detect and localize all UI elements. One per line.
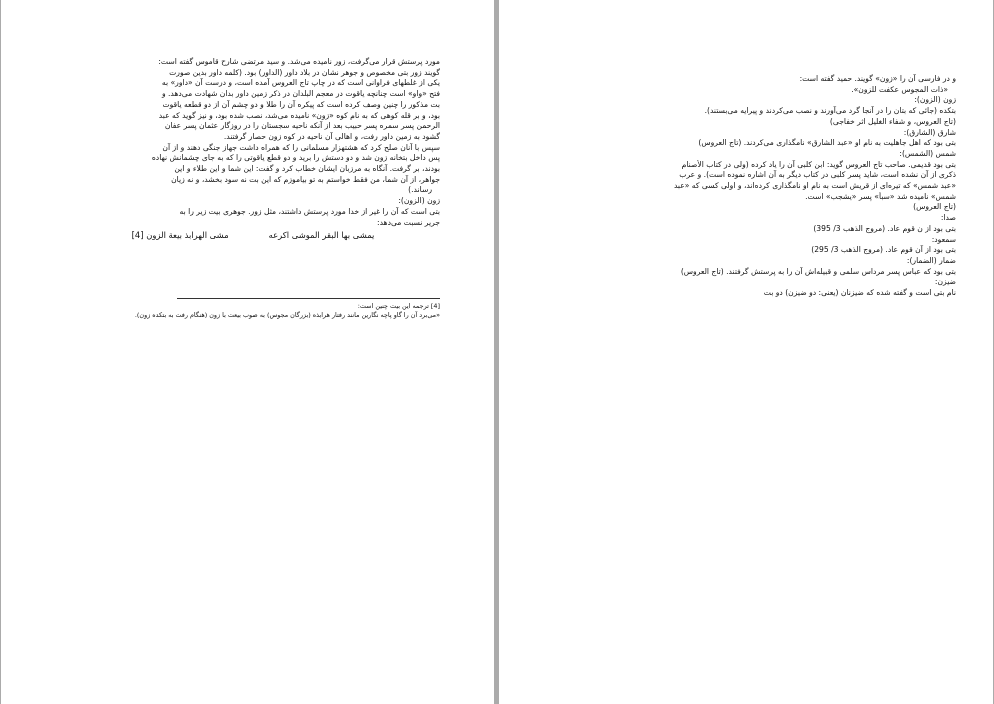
text-line: بتی بود از آن قوم عاد. (مروج الذهب 3/ 295) — [811, 245, 956, 255]
source-line: (تاج العروس، و شفاء الغلیل اثر خفاجی) — [829, 116, 956, 126]
entry-heading: شارق (الشارق): — [903, 127, 956, 137]
verse — [66, 230, 440, 241]
verse-second-hemistich: مشی الهرابذ بیعة الزون [4] — [131, 230, 229, 241]
text-line: ذکری از آن نشده است، شاید پسر کلبی در کتاب دیگر به آن اشاره نموده است). و عرب — [679, 170, 956, 180]
left-page — [1, 0, 494, 704]
text-line: بتی بود که اهل جاهلیت به نام او «عبد الشارق» نامگذاری می‌کردند. (تاج العروس) — [698, 138, 956, 148]
text-line: پس داخل بتخانه زون شد و دو دستش را برید و دو قطع یاقوتی را که به جای چشمانش نهاده — [151, 153, 440, 163]
text-line: بتی است که آن را غیر از خدا مورد پرستش داشتند، مثل زور. جوهری بیت زیر را به — [179, 206, 440, 216]
text-line: رساند.) — [408, 185, 432, 195]
source-line: (تاج العروس) — [913, 202, 956, 212]
entry-heading: ضمار (الضمار): — [906, 255, 956, 265]
entry-heading: سمعود: — [931, 234, 956, 244]
footnote-body: «می‌برد آن را گاو پاچه نگارین مانند رفتار هرابذه (بزرگان مجوس) به صوب بیعت با زون (هنگام رفت به بتکده زون). — [134, 310, 440, 319]
entry-heading: صدا: — [940, 213, 956, 223]
quote-line: «ذات المجوس عکفت للزون». — [851, 84, 948, 94]
text-line: جریر نسبت می‌دهد: — [377, 217, 440, 227]
text-line: الرحمن پسر سمره پسر حبیب بعد از آنکه ناحیه سجستان را در روزگار عثمان پسر عفان — [164, 121, 440, 131]
left-page-text — [66, 57, 440, 244]
text-line: شمس» نامیده شد «سبأ» پسر «یشجب» است. — [805, 191, 956, 201]
verse-first-hemistich: یمشی بها البقر الموشی اکرعه — [268, 230, 375, 241]
right-page-text — [597, 74, 956, 299]
text-line: بت مذکور را چنین وصف کرده است که پیکره آن را طلا و دو چشم آن از دو قطعه یاقوت — [162, 99, 440, 109]
text-line: بتکده (جائی که بتان را در آنجا گرد می‌آورند و نصب می‌کردند و پیرایه می‌بستند). — [704, 106, 956, 116]
text-line: بودند، بر گرفت. آنگاه به مرزبان ایشان خطاب کرد و گفت: این شما و این طلاء و این — [174, 164, 440, 174]
text-line: جواهر، از آن شما، من فقط خواستم به تو بیاموزم که این بت نه سود بخشد، و نه زیان — [171, 174, 440, 184]
entry-heading: زون (الزون): — [914, 95, 956, 105]
right-page — [499, 0, 993, 704]
entry-heading: ضیزن: — [934, 277, 956, 287]
footnote-title: [4] ترجمه این بیت چنین است: — [357, 302, 440, 310]
text-line: «عبد شمس» که تیره‌ای از قریش است به نام او نامگذاری کرده‌اند، و اولی کسی که «عبد — [673, 181, 956, 191]
text-line: بود، و بر قله کوهی که به نام کوه «زون» نامیده می‌شد، نصب شده بود، و نیز گوید که عبد — [158, 110, 440, 120]
text-line: فتح «واو» است چنانچه یاقوت در معجم البلدان در ذکر زمین داور بدان شهادت می‌دهد. و — [161, 89, 440, 99]
text-line: سپس با آنان صلح کرد که هشتهزار مسلمانی را که همراه داشت جهاز جنگی دهند و از آن — [162, 142, 440, 152]
text-line: و در فارسی آن را «زون» گویند. حمید گفته است: — [799, 74, 956, 83]
text-line: بتی بود قدیمی. صاحب تاج العروس گوید: ابن کلبی آن را یاد کرده (ولی در کتاب الأصنام — [681, 159, 956, 169]
text-line: گشود به زمین داور رفت، و اهالی آن ناحیه در کوه زون حصار گرفتند. — [223, 131, 440, 141]
text-line: یکی از غلطهای فراوانی است که در چاپ تاج العروس آمده است، و درست آن «داور» به — [161, 78, 440, 88]
text-line: بتی بود که عباس پسر مرداس سلمی و قبیله‌اش آن را به پرستش گرفتند. (تاج العروس) — [680, 266, 956, 276]
entry-heading: شمس (الشمس): — [899, 148, 956, 158]
entry-heading: زون (الزون): — [398, 196, 440, 206]
footnote — [75, 302, 440, 320]
text-line: گویند زور بتی مخصوص و جوهر نشان در بلاد داور (الداور) بود. (کلمه داور بدین صورت — [169, 67, 440, 77]
text-line: مورد پرستش قرار می‌گرفت، زور نامیده می‌شد. و سید مرتضی شارح قاموس گفته است: — [158, 57, 440, 66]
footnote-separator — [177, 298, 440, 299]
text-line: نام بتی است و گفته شده که ضیزنان (یعنی: دو ضیزن) دو بت — [763, 288, 956, 298]
text-line: بتی بود از ن قوم عاد. (مروج الذهب 3/ 395) — [813, 223, 956, 233]
